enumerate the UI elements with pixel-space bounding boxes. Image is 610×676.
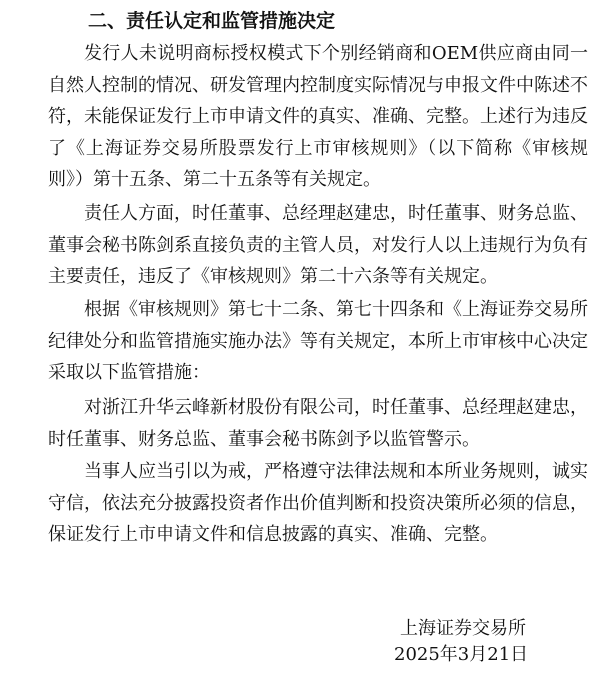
paragraph-supervisory-warning: 对浙江升华云峰新材股份有限公司，时任董事、总经理赵建忠，时任董事、财务总监、董事会秘书陈剑予以监管警示。 [48, 397, 588, 450]
paragraph-legal-basis: 根据《审核规则》第七十二条、第七十四条和《上海证券交易所纪律处分和监管措施实施办法》等有关规定，本所上市审核中心决定采取以下监管措施： [48, 299, 588, 383]
signature-organization: 上海证券交易所 [400, 618, 526, 639]
paragraph-admonition: 当事人应当引以为戒，严格遵守法律法规和本所业务规则，诚实守信，依法充分披露投资者作出价值判断和投资决策所必须的信息，保证发行上市申请文件和信息披露的真实、准确、完整。 [48, 461, 588, 545]
signature-date: 2025年3月21日 [394, 644, 529, 665]
section-heading: 二、责任认定和监管措施决定 [88, 10, 336, 32]
paragraph-responsible-persons: 责任人方面，时任董事、总经理赵建忠，时任董事、财务总监、董事会秘书陈剑系直接负责的主管人员，对发行人以上违规行为负有主要责任，违反了《审核规则》第二十六条等有关规定。 [48, 203, 588, 287]
paragraph-violation-findings: 发行人未说明商标授权模式下个别经销商和OEM供应商由同一自然人控制的情况、研发管理内控制度实际情况与申报文件中陈述不符，未能保证发行上市申请文件的真实、准确、完整。上述行为违反了《上海证券交易所股票发行上市审核规则》（以下简称《审核规则》）第十五条、第二十五条等有关规定。 [48, 43, 588, 190]
